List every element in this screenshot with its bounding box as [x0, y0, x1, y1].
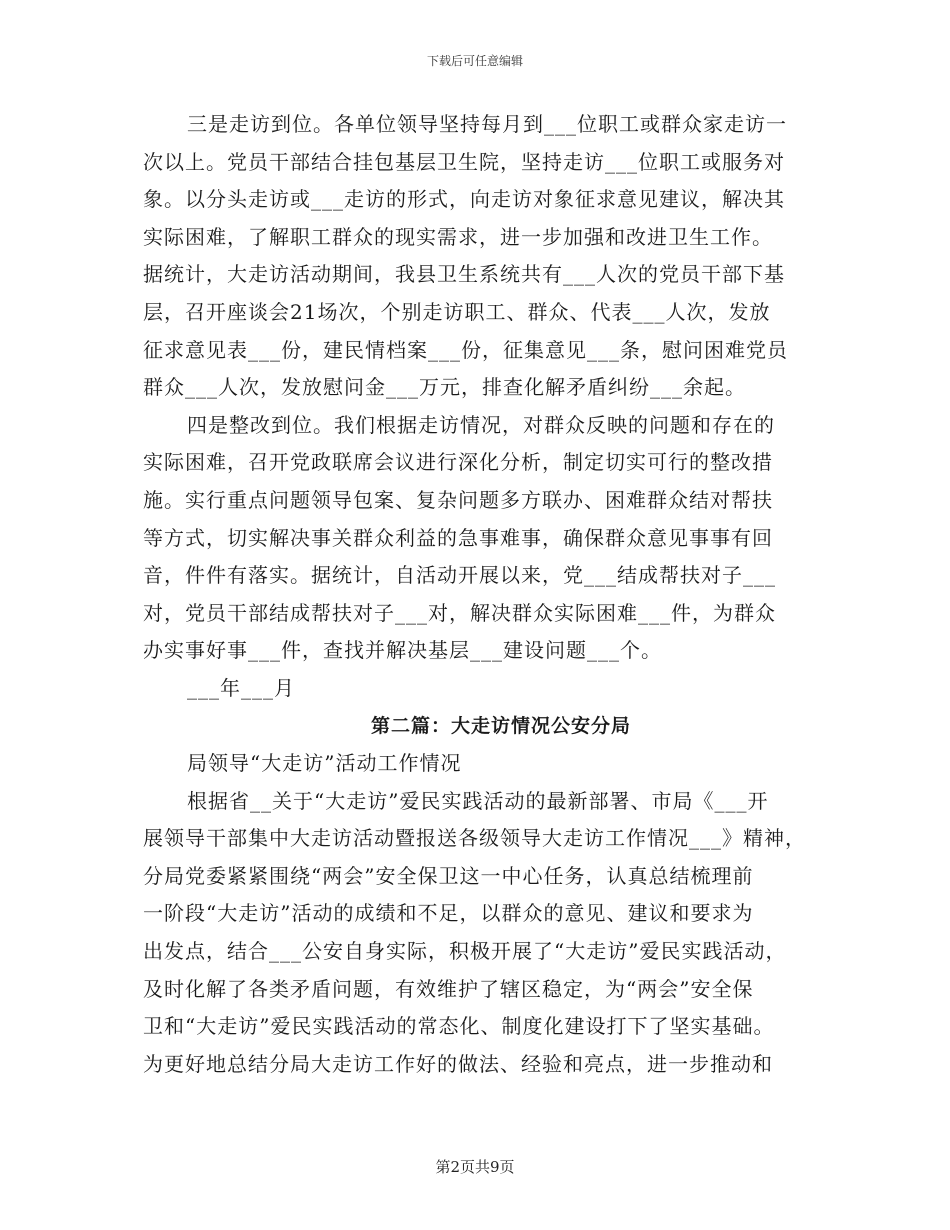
text-line: 办实事好事___件，查找并解决基层___建设问题___个。 — [143, 638, 662, 663]
text-line: 局领导“大走访”活动工作情况 — [187, 751, 462, 776]
text-line: 为更好地总结分局大走访工作好的做法、经验和亮点，进一步推动和 — [143, 1051, 773, 1076]
text-line: 群众___人次，发放慰问金___万元，排查化解矛盾纠纷___余起。 — [143, 375, 746, 400]
text-line: 音，件件有落实。据统计，自活动开展以来，党___结成帮扶对子___ — [143, 563, 776, 588]
text-line: 施。实行重点问题领导包案、复杂问题多方联办、困难群众结对帮扶 — [143, 487, 773, 512]
text-line: ___年___月 — [187, 675, 295, 700]
text-line: 次以上。党员干部结合挂包基层卫生院，坚持走访___位职工或服务对 — [143, 149, 785, 174]
text-line: 实际困难，召开党政联席会议进行深化分析，制定切实可行的整改措 — [143, 450, 773, 475]
text-line: 四是整改到位。我们根据走访情况，对群众反映的问题和存在的 — [187, 412, 775, 437]
text-line: 层，召开座谈会21场次，个别走访职工、群众、代表___人次，发放 — [143, 299, 771, 324]
text-line: 展领导干部集中大走访活动暨报送各级领导大走访工作情况___》精神， — [143, 826, 806, 851]
text-line: 卫和“大走访”爱民实践活动的常态化、制度化建设打下了坚实基础。 — [143, 1014, 775, 1039]
text-line: 出发点，结合___公安自身实际，积极开展了“大走访”爱民实践活动， — [143, 939, 787, 964]
text-line: 征求意见表___份，建民情档案___份，征集意见___条，慰问困难党员 — [143, 337, 788, 362]
text-line: 实际困难，了解职工群众的现实需求，进一步加强和改进卫生工作。 — [143, 224, 773, 249]
text-line: 三是走访到位。各单位领导坚持每月到___位职工或群众家走访一 — [187, 112, 787, 136]
text-line: 据统计，大走访活动期间，我县卫生系统共有___人次的党员干部下基 — [143, 262, 785, 287]
text-line: 等方式，切实解决事关群众利益的急事难事，确保群众意见事事有回 — [143, 525, 773, 550]
page-header: 下载后可任意编辑 — [426, 54, 523, 68]
page-footer: 第2页共9页 — [435, 1158, 515, 1176]
text-line: 根据省__关于“大走访”爱民实践活动的最新部署、市局《___开 — [187, 788, 769, 813]
document-body — [143, 106, 806, 1083]
text-line: 对，党员干部结成帮扶对子___对，解决群众实际困难___件，为群众 — [143, 600, 776, 625]
text-line: 及时化解了各类矛盾问题，有效维护了辖区稳定，为“两会”安全保 — [143, 976, 754, 1001]
text-line: 象。以分头走访或___走访的形式，向走访对象征求意见建议，解决其 — [143, 187, 785, 212]
text-line: 一阶段“大走访”活动的成绩和不足，以群众的意见、建议和要求为 — [143, 901, 754, 926]
text-line: 分局党委紧紧围绕“两会”安全保卫这一中心任务，认真总结梳理前 — [143, 863, 754, 888]
section-heading: 第二篇：大走访情况公安分局 — [370, 714, 631, 737]
